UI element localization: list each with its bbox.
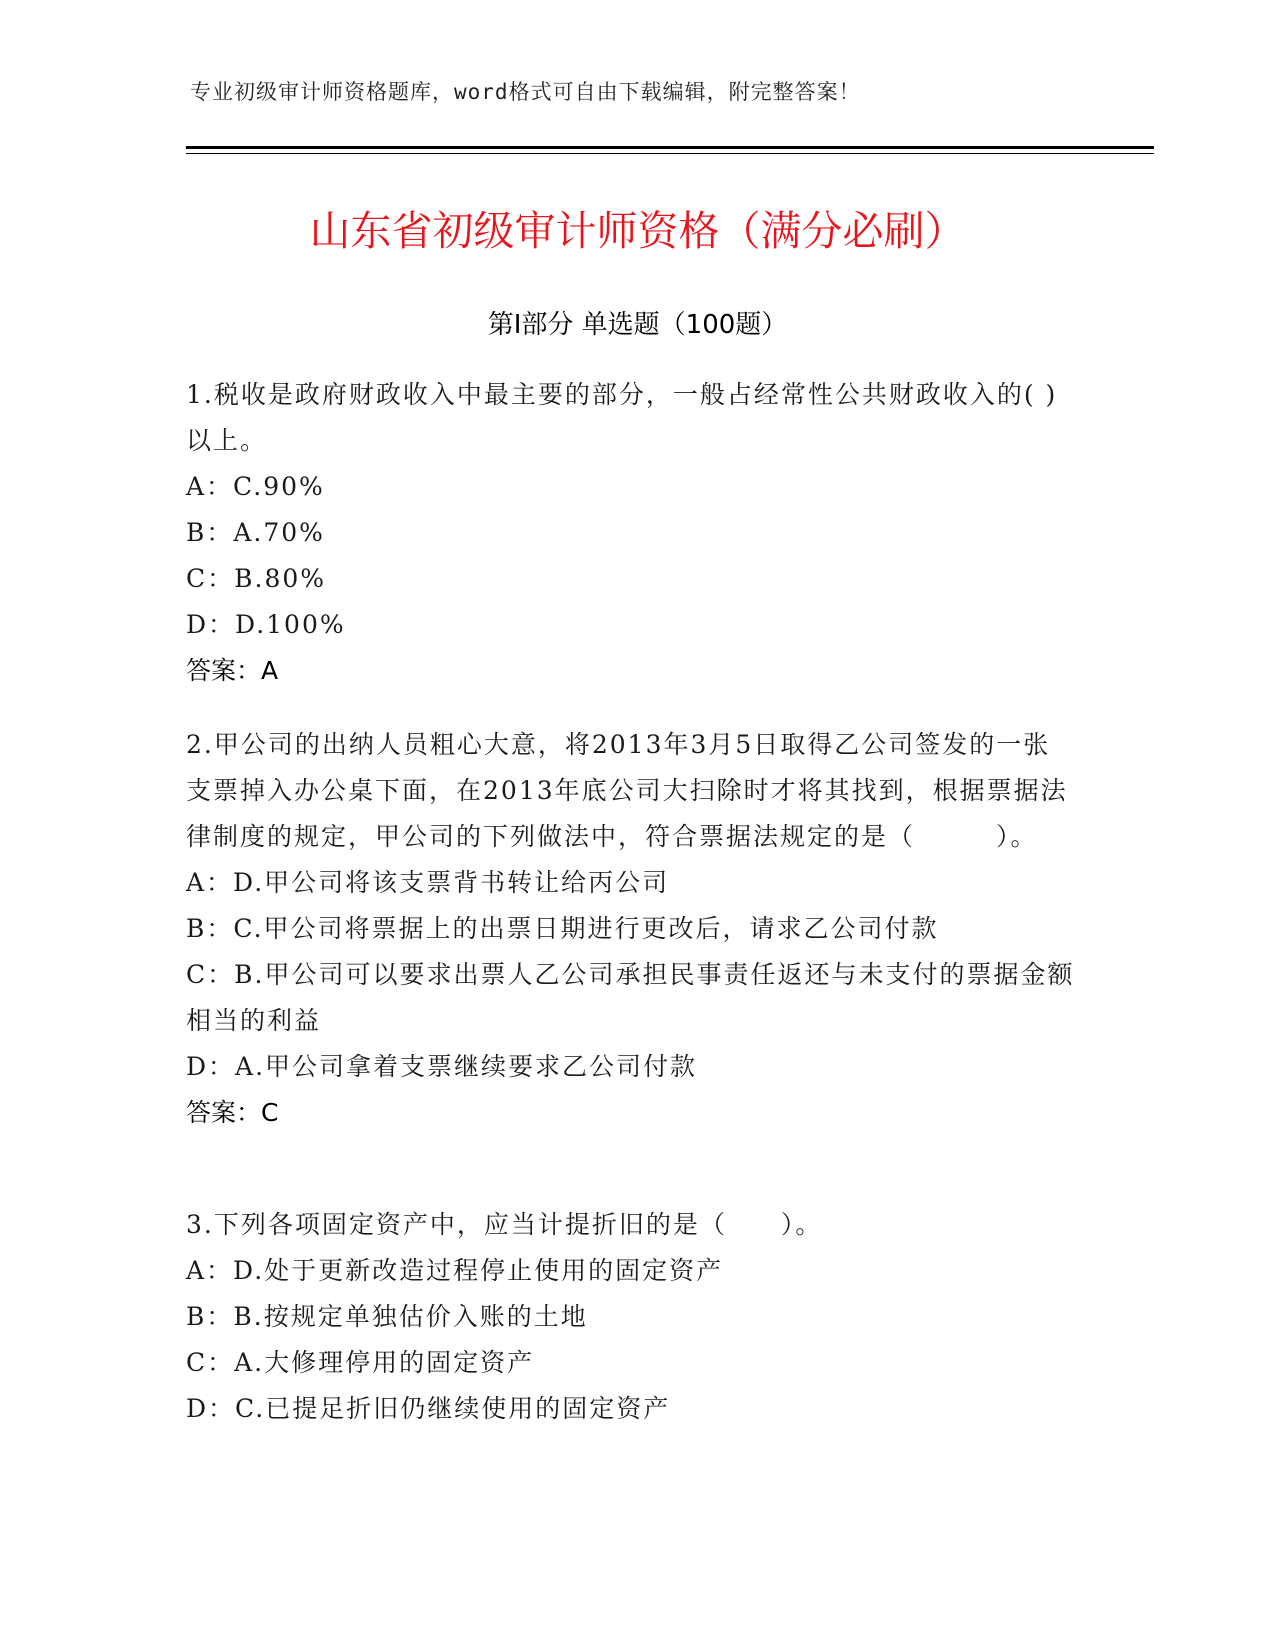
answer: 答案：A	[186, 656, 279, 685]
question-2	[186, 722, 1076, 1136]
option-d: D：C.已提足折旧仍继续使用的固定资产	[186, 1394, 671, 1423]
section-heading: 第Ⅰ部分 单选题（100题）	[487, 310, 788, 340]
option-d: D：D.100%	[186, 610, 346, 639]
option-b: B：C.甲公司将票据上的出票日期进行更改后，请求乙公司付款	[186, 914, 939, 943]
question-1	[186, 372, 1076, 694]
option-c: C：A.大修理停用的固定资产	[186, 1348, 535, 1377]
page-header: 专业初级审计师资格题库，word格式可自由下载编辑，附完整答案！	[190, 80, 861, 104]
question-text: 3.下列各项固定资产中，应当计提折旧的是（ ）。	[186, 1210, 823, 1239]
question-text: 1.税收是政府财政收入中最主要的部分，一般占经常性公共财政收入的( )以上。	[186, 380, 1058, 455]
answer: 答案：C	[186, 1098, 279, 1127]
option-b: B：B.按规定单独估价入账的土地	[186, 1302, 588, 1331]
option-a: A：D.处于更新改造过程停止使用的固定资产	[186, 1256, 724, 1285]
option-a: A：C.90%	[186, 472, 325, 501]
option-d: D：A.甲公司拿着支票继续要求乙公司付款	[186, 1052, 698, 1081]
question-3	[186, 1202, 1076, 1432]
document-title: 山东省初级审计师资格（满分必刷）	[309, 207, 966, 255]
option-a: A：D.甲公司将该支票背书转让给丙公司	[186, 868, 670, 897]
option-b: B：A.70%	[186, 518, 325, 547]
header-rule-thick	[186, 146, 1154, 149]
option-c: C：B.80%	[186, 564, 327, 593]
question-text: 2.甲公司的出纳人员粗心大意，将2013年3月5日取得乙公司签发的一张支票掉入办公桌下面，在2013年底公司大扫除时才将其找到，根据票据法律制度的规定，甲公司的下列做法中，符合票据法规定的是（ ）。	[186, 730, 1068, 851]
header-rule-thin	[186, 153, 1154, 154]
option-c: C：B.甲公司可以要求出票人乙公司承担民事责任返还与未支付的票据金额相当的利益	[186, 960, 1075, 1035]
